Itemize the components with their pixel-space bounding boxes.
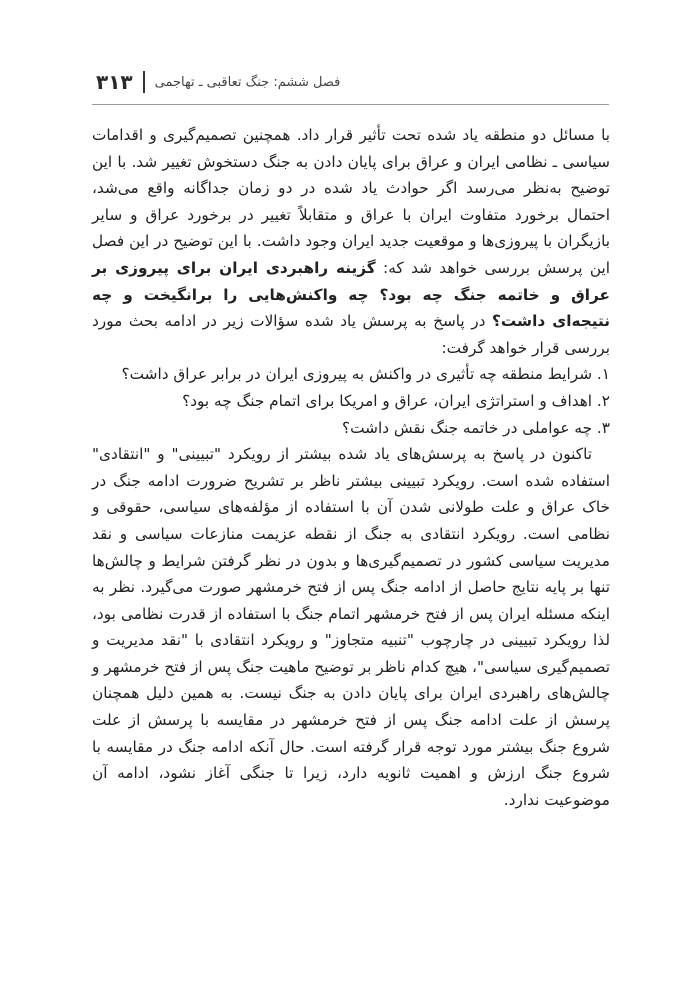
paragraph-intro-text: با مسائل دو منطقه یاد شده تحت تأثیر قرار داد. همچنین تصمیم‌گیری و اقدامات سیاسی ـ نظامی ایران و عراق برای پایان دادن به جنگ دستخوش تغییر شد. با این توضیح به‌نظر می‌رسد اگر حوادث یاد شده در دو زمان جداگانه واقع می‌شد، احتمال برخورد متفاوت ایران با عراق و متقابلاً تغییر در برخورد عراق و سایر بازیگران با پیروزی‌ها و موقعیت جدید ایران وجود داشت. با این توضیح در این فصل این پرسش بررسی خواهد شد که:	[92, 126, 611, 277]
running-header	[92, 70, 340, 94]
header-divider	[143, 71, 145, 93]
chapter-title: فصل ششم: جنگ تعاقبی ـ تهاجمی	[154, 74, 341, 90]
paragraph-intro-bold: گزینه راهبردی ایران برای پیروزی بر عراق و خاتمه جنگ چه بود؟ چه واکنش‌هایی را برانگیخت و چه نتیجه‌ای داشت؟	[92, 258, 610, 331]
question-2: ۲. اهداف و استراتژی ایران، عراق و امریکا برای اتمام جنگ چه بود؟	[182, 391, 610, 410]
paragraph-approaches: تاکنون در پاسخ به پرسش‌های یاد شده بیشتر از رویکرد "تبیینی" و "انتقادی" استفاده شده است. رویکرد تبیینی بیشتر ناظر بر تشریح ضرورت ادامه جنگ در خاک عراق و علت طولانی شدن آن با استفاده از مؤلفه‌های سیاسی، حقوقی و نظامی است. رویکرد انتقادی به جنگ از نقطه عزیمت منازعات سیاسی و نقد مدیریت سیاسی کشور در تصمیم‌گیری‌ها و بدون در نظر گرفتن شرایط و چالش‌ها تنها بر پایه نتایج حاصل از ادامه جنگ پس از فتح خرمشهر صورت می‌گیرد. نظر به اینکه مسئله ایران پس از فتح خرمشهر اتمام جنگ با استفاده از قدرت نظامی بود، لذا رویکرد تبیینی در چارچوب "تنبیه متجاوز" و رویکرد انتقادی با "نقد مدیریت و تصمیم‌گیری سیاسی"، هیچ کدام ناظر بر توضیح ماهیت جنگ پس از فتح خرمشهر و چالش‌های راهبردی ایران برای پایان دادن به جنگ نیست. به همین دلیل همچنان پرسش از علت ادامه جنگ پس از فتح خرمشهر در مقایسه با پرسش از علت شروع جنگ بیشتر مورد توجه قرار گرفته است. حال آنکه ادامه جنگ در مقایسه با شروع جنگ ارزش و اهمیت ثانویه دارد، زیرا تا جنگی آغاز نشود، ادامه آن موضوعیت ندارد.	[92, 445, 610, 809]
page-number: ۳۱۳	[96, 70, 133, 94]
question-1: ۱. شرایط منطقه چه تأثیری در واکنش به پیروزی ایران در برابر عراق داشت؟	[121, 365, 610, 384]
body-text	[92, 122, 610, 813]
header-rule	[92, 104, 609, 105]
paragraph-intro	[92, 122, 610, 361]
paragraph-intro-text-end: در پاسخ به پرسش یاد شده سؤالات زیر در ادامه بحث مورد بررسی قرار خواهد گرفت:	[92, 312, 610, 357]
question-3: ۳. چه عواملی در خاتمه جنگ نقش داشت؟	[342, 418, 610, 437]
